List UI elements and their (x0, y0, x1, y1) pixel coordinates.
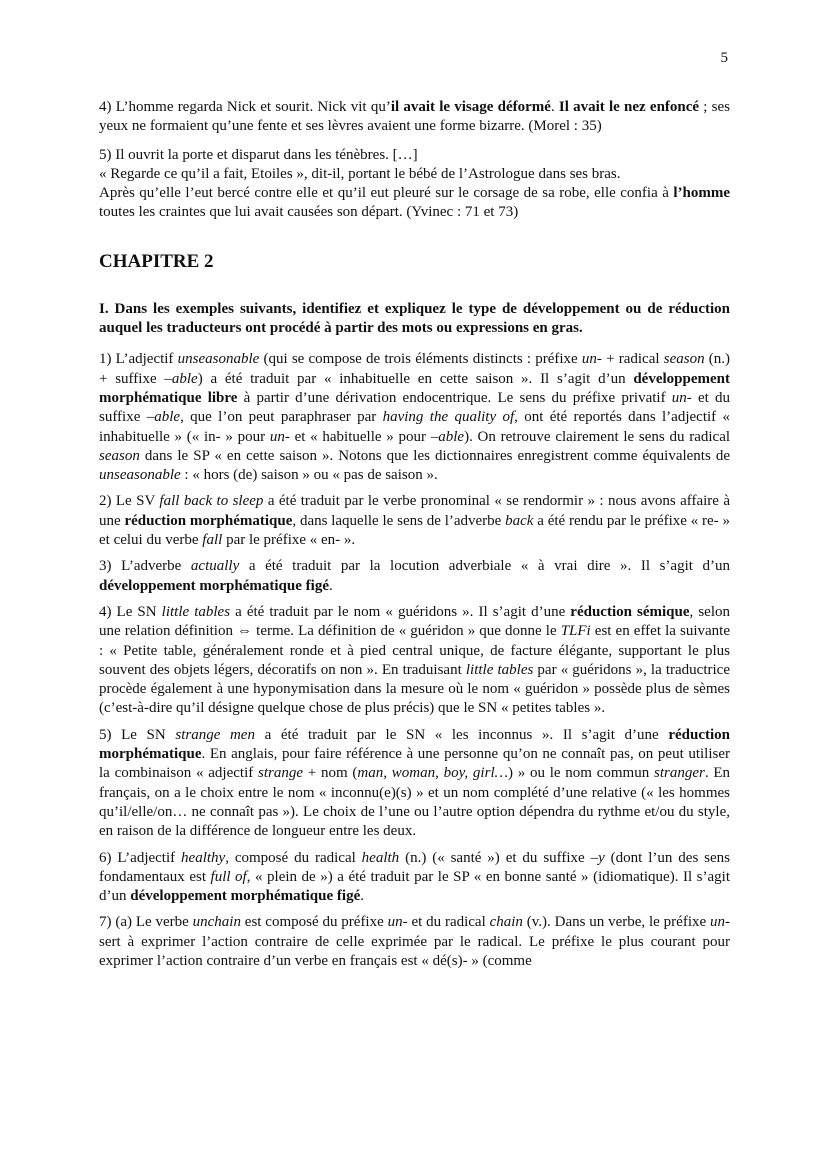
answer-2: 2) Le SV fall back to sleep a été traduit par le verbe pronominal « se rendormir » : nous avons affaire à une réduction morphématique, dans laquelle le sens de l’adverbe back a été rendu par le préfixe « re- » et celui du verbe fall par le préfixe « en- ». (99, 493, 730, 549)
answer-4: 4) Le SN little tables a été traduit par le nom « guéridons ». Il s’agit d’une réduction sémique, selon une relation définition ⇔ terme. La définition de « guéridon » que donne le TLFi est en effet la suivante : « Petite table, généralement ronde et à pied central unique, de facture élégante, supportant le plus souvent des objets légers, décoratifs on non ». En traduisant little tables par « guéridons », la traductrice procède également à une hyponymisation dans la mesure où le nom « guéridon » possède plus de sèmes (c’est-à-dire qu’il désigne quelque chose de plus précis) que le SN « petites tables ». (99, 603, 731, 717)
chapter-title: CHAPITRE 2 (99, 250, 214, 272)
example-4: 4) L’homme regarda Nick et sourit. Nick vit qu’il avait le visage déformé. Il avait le nez enfoncé ; ses yeux ne formaient qu’une fente et ses lèvres avaient une forme bizarre. (Morel : 35) (99, 99, 731, 135)
example-5-line-2: « Regarde ce qu’il a fait, Etoiles », dit-il, portant le bébé de l’Astrologue dans ses bras. (99, 165, 621, 182)
page-content (99, 98, 730, 978)
example-5-line-3: Après qu’elle l’eut bercé contre elle et qu’il eut pleuré sur le corsage de sa robe, elle confia à l’homme toutes les craintes que lui avait causées son départ. (Yvinec : 71 et 73) (99, 185, 730, 221)
answer-1: 1) L’adjectif unseasonable (qui se compose de trois éléments distincts : préfixe un- + radical season (n.) + suffixe –able) a été traduit par « inhabituelle en cette saison ». Il s’agit d’un développement morphématique libre à partir d’une dérivation endocentrique. Le sens du préfixe privatif un- et du suffixe –able, que l’on peut paraphraser par having the quality of, ont été reportés dans l’adjectif « inhabituelle » (« in- » pour un- et « habituelle » pour –able). On retrouve clairement le sens du radical season dans le SP « en cette saison ». Notons que les dictionnaires enregistrent comme équivalents de unseasonable : « hors (de) saison » ou « pas de saison ». (99, 351, 731, 484)
exercise-instruction: I. Dans les exemples suivants, identifiez et expliquez le type de développement ou de réduction auquel les traducteurs ont procédé à partir des mots ou expressions en gras. (99, 300, 730, 337)
example-5-line-1: 5) Il ouvrit la porte et disparut dans les ténèbres. […] (99, 146, 418, 163)
answers (99, 350, 730, 971)
answer-5: 5) Le SN strange men a été traduit par le SN « les inconnus ». Il s’agit d’une réduction morphématique. En anglais, pour faire référence à une personne qu’on ne connaît pas, on peut utiliser la combinaison « adjectif strange + nom (man, woman, boy, girl…) » ou le nom commun stranger. En français, on a le choix entre le nom « inconnu(e)(s) » et un nom complété d’une relative (« les hommes qu’il/elle/on… ne connaît pas »). Le choix de l’une ou l’autre option dépendra du rythme et/ou du style, en raison de la différence de longueur entre les deux. (99, 726, 731, 840)
page-number: 5 (720, 50, 728, 66)
answer-7: 7) (a) Le verbe unchain est composé du préfixe un- et du radical chain (v.). Dans un verbe, le préfixe un- sert à exprimer l’action contraire de celle exprimée par le radical. Le préfixe le plus courant pour exprimer l’action contraire d’un verbe en français est « dé(s)- » (comme (99, 914, 730, 969)
answer-3: 3) L’adverbe actually a été traduit par la locution adverbiale « à vrai dire ». Il s’agit d’un développement morphématique figé. (99, 558, 730, 594)
answer-6: 6) L’adjectif healthy, composé du radical health (n.) (« santé ») et du suffixe –y (dont l’un des sens fondamentaux est full of, « plein de ») a été traduit par le SP « en bonne santé » (idiomatique). Il s’agit d’un développement morphématique figé. (99, 849, 731, 905)
